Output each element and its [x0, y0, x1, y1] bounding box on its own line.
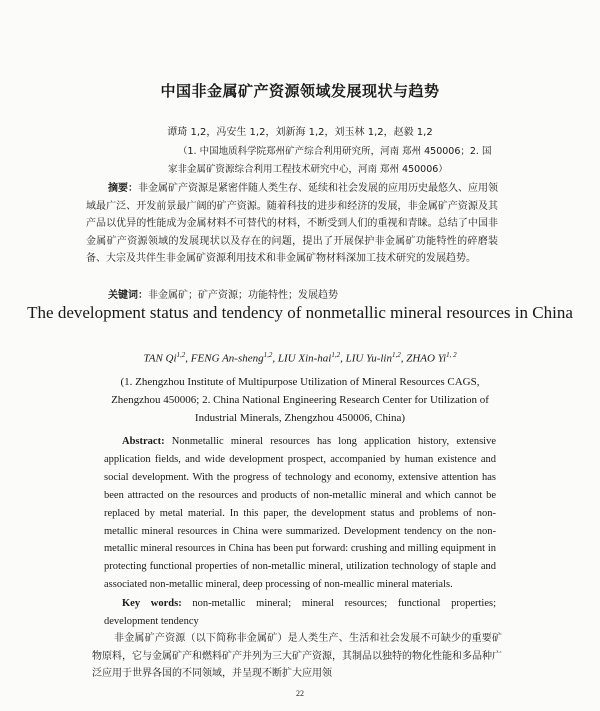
author-affil-sup: 1,2 [176, 351, 186, 359]
english-abstract-label: Abstract: [122, 436, 165, 447]
english-keywords-label: Key words: [122, 598, 182, 609]
english-keywords [104, 595, 496, 631]
author-affil-sup: 1,2 [391, 351, 401, 359]
author-name: LIU Xin-hai [277, 352, 332, 365]
english-abstract [104, 433, 496, 594]
english-keywords-text: non-metallic mineral; mineral resources; functional properties; development tendency [104, 598, 497, 627]
chinese-keywords-text: 非金属矿；矿产资源；功能特性；发展趋势 [148, 290, 338, 301]
chinese-body-paragraph: 非金属矿产资源（以下简称非金属矿）是人类生产、生活和社会发展不可缺少的重要矿物原料，它与金属矿产和燃料矿产并列为三大矿产资源，其制品以独特的物化性能和多品种广泛应用于世界各国的不同领域，并呈现不断扩大应用领 [92, 633, 502, 679]
chinese-abstract-label: 摘要： [108, 183, 138, 194]
chinese-keywords-label: 关键词： [108, 290, 148, 301]
author-affil-sup: 1, 2 [446, 351, 457, 359]
chinese-title: 中国非金属矿产资源领域发展现状与趋势 [160, 82, 440, 100]
author-affil-sup: 1,2 [263, 351, 273, 359]
chinese-affiliation [168, 143, 513, 179]
chinese-affiliation-line1: （1. 中国地质科学院郑州矿产综合利用研究所，河南 郑州 450006；2. 国 [178, 146, 492, 157]
english-title: The development status and tendency of nonmetallic mineral resources in China [27, 303, 573, 322]
english-abstract-text: Nonmetallic mineral resources has long application history, extensive application fields, and wide development prospect, accompanied by human existence and social development. With the progress of technology and economy, extensive attention has been attracted on the resources and products of non-metallic mineral and which cannot be replaced by metal material. In this paper, the development status and problems of non-metallic mineral resources in China were summarized. Development tendency on the non-metallic mineral resources in China has been put forward: crushing and milling equipment in protecting functional properties of non-metallic mineral, utilization technology of staple and associated non-metallic mineral, deep processing of non-meallic mineral materials. [104, 436, 496, 591]
page-number: 22 [296, 689, 304, 698]
english-affiliation: (1. Zhengzhou Institute of Multipurpose Utilization of Mineral Resources CAGS, Zhengzhou 450006; 2. China National Engineering Research Center for Utilization of Industrial Minerals, Zhengzhou 450006, China) [111, 376, 489, 424]
author-affil-sup: 1,2 [331, 351, 341, 359]
chinese-affiliation-line2: 家非金属矿资源综合利用工程技术研究中心，河南 郑州 450006） [168, 164, 448, 175]
author-name: FENG An-sheng [190, 352, 264, 365]
chinese-abstract-text: 非金属矿产资源是紧密伴随人类生存、延续和社会发展的应用历史最悠久、应用领域最广泛、开发前景最广阔的矿产资源。随着科技的进步和经济的发展，非金属矿产资源及其产品以优异的性能成为金属材料不可替代的材料，不断受到人们的重视和青睐。总结了中国非金属矿产资源领域的发展现状以及存在的问题，提出了开展保护非金属矿功能特性的碎磨装备、大宗及共伴生非金属矿资源利用技术和非金属矿物材料深加工技术研究的发展趋势。 [86, 183, 498, 264]
author-name: ZHAO Yi [406, 352, 447, 365]
author-name: TAN Qi [143, 352, 177, 365]
english-authors: TAN Qi$^{1,2}$, FENG An-sheng$^{1,2}$, LIU Xin-hai$^{1,2}$, LIU Yu-lin$^{1,2}$, ZHAO Yi$^{1, 2}$ [143, 351, 457, 365]
chinese-abstract [86, 180, 498, 268]
chinese-authors: 谭琦 1,2，冯安生 1,2，刘新海 1,2，刘玉林 1,2，赵毅 1,2 [167, 127, 433, 138]
author-name: LIU Yu-lin [345, 352, 392, 365]
chinese-keywords [108, 286, 498, 301]
